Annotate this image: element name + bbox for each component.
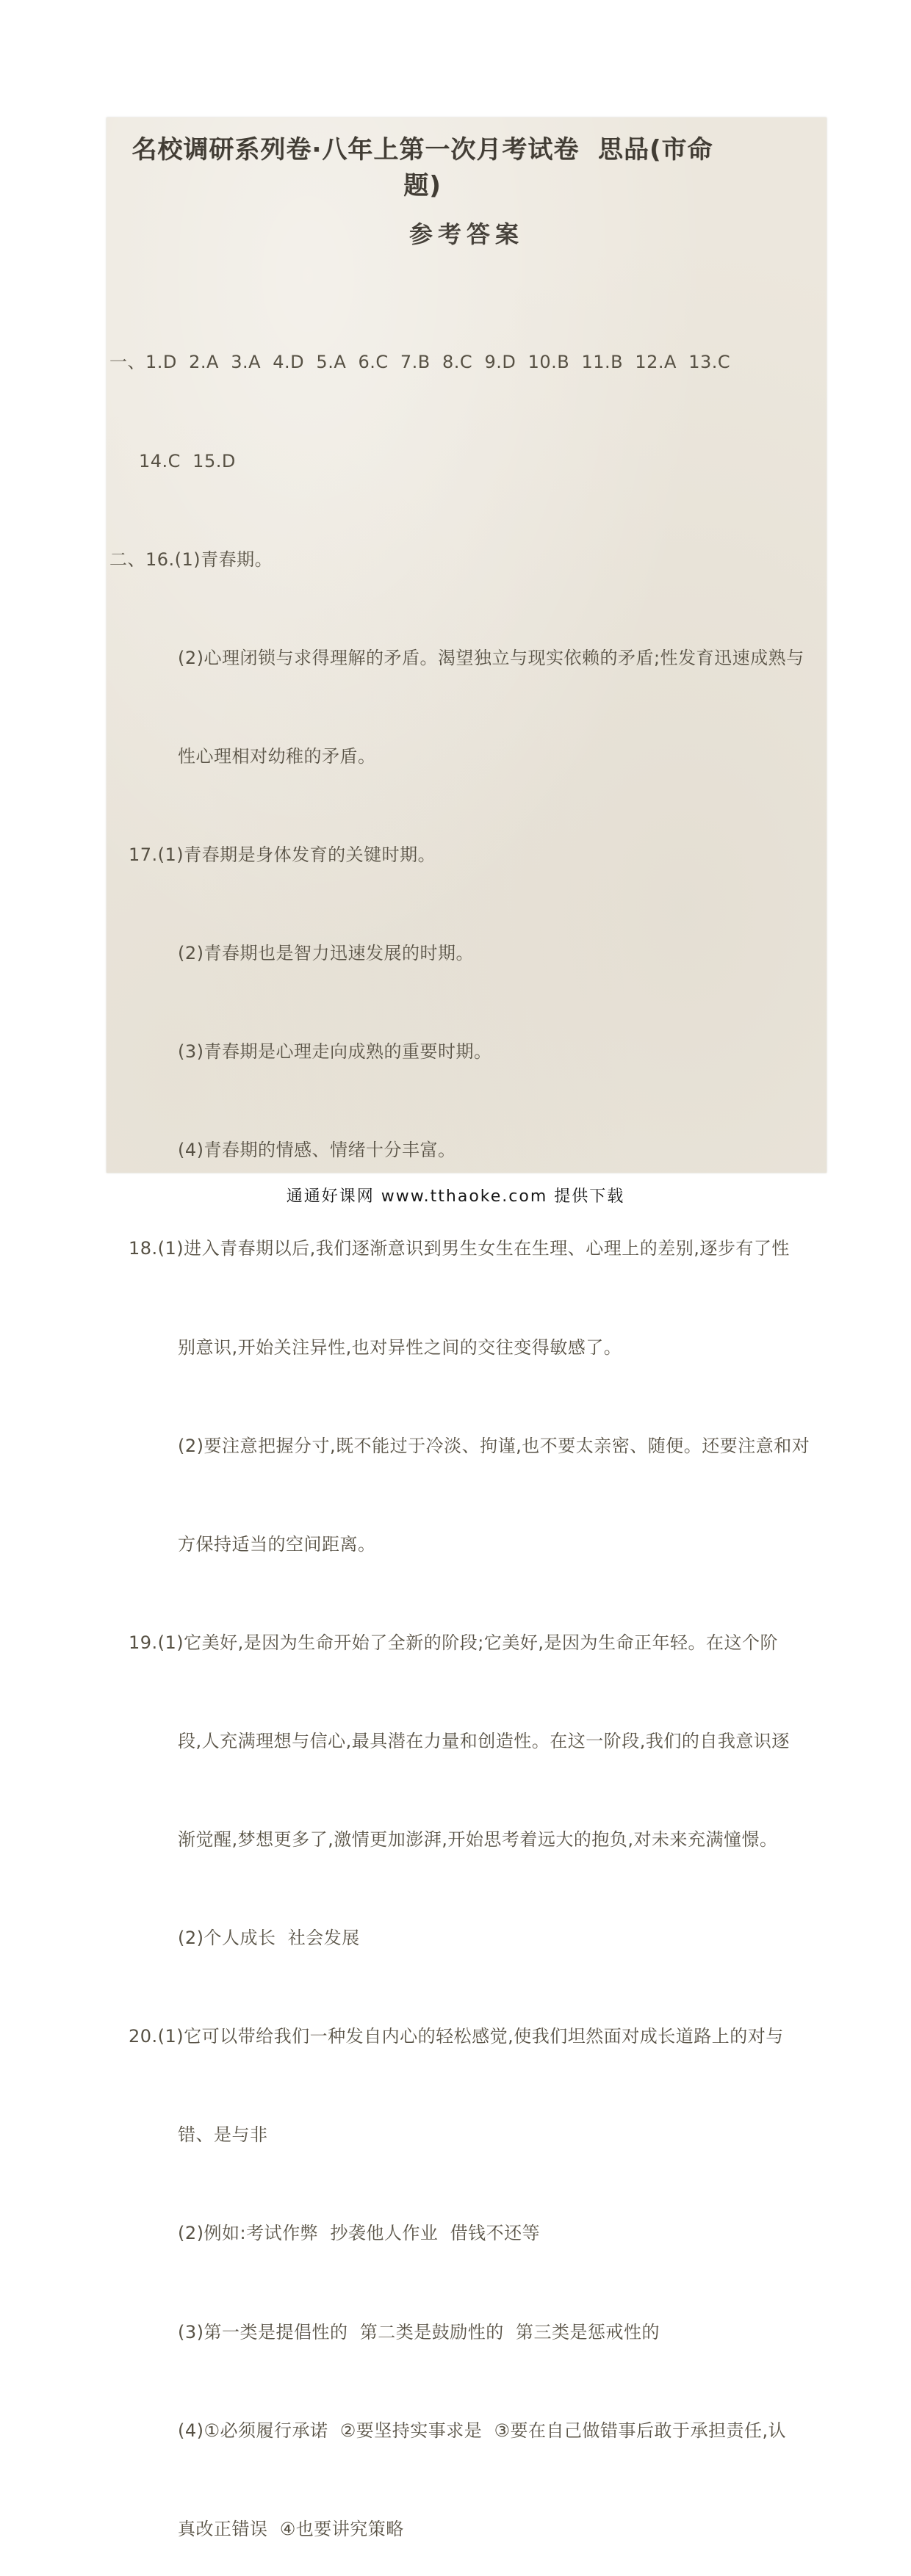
answer-line: (2)要注意把握分寸,既不能过于冷淡、拘谨,也不要太亲密、随便。还要注意和对	[178, 1435, 810, 1456]
answer-line: (2)例如:考试作弊 抄袭他人作业 借钱不还等	[178, 2223, 541, 2244]
answer-line: 渐觉醒,梦想更多了,激情更加澎湃,开始思考着远大的抱负,对未来充满憧憬。	[178, 1829, 778, 1850]
answer-body	[107, 281, 827, 2576]
answer-line: 方保持适当的空间距离。	[178, 1533, 376, 1555]
answer-line: (2)青春期也是智力迅速发展的时期。	[178, 943, 474, 964]
answer-line: 17.(1)青春期是身体发育的关键时期。	[129, 844, 436, 865]
answer-line: 错、是与非	[178, 2124, 268, 2146]
answer-line: 段,人充满理想与信心,最具潜在力量和创造性。在这一阶段,我们的自我意识逐	[178, 1730, 790, 1751]
answer-line: 一、1.D 2.A 3.A 4.D 5.A 6.C 7.B 8.C 9.D 10.B 11.B 12.A 13.C	[109, 352, 731, 373]
answer-line: 18.(1)进入青春期以后,我们逐渐意识到男生女生在生理、心理上的差别,逐步有了性	[129, 1238, 790, 1259]
answer-key-heading: 参考答案	[408, 220, 524, 248]
answer-line: 二、16.(1)青春期。	[109, 549, 273, 570]
answer-line: (2)心理闭锁与求得理解的矛盾。渴望独立与现实依赖的矛盾;性发育迅速成熟与	[178, 647, 804, 668]
answer-line: (2)个人成长 社会发展	[178, 1928, 360, 1949]
answer-line: 真改正错误 ④也要讲究策略	[178, 2518, 404, 2539]
answer-line: (4)青春期的情感、情绪十分丰富。	[178, 1140, 456, 1161]
answer-line: 20.(1)它可以带给我们一种发自内心的轻松感觉,使我们坦然面对成长道路上的对与	[129, 2026, 784, 2047]
answer-line: (3)青春期是心理走向成熟的重要时期。	[178, 1041, 492, 1063]
answer-line: (3)第一类是提倡性的 第二类是鼓励性的 第三类是惩戒性的	[178, 2321, 660, 2342]
answer-line: 性心理相对幼稚的矛盾。	[178, 745, 376, 767]
answer-line: 别意识,开始关注异性,也对异性之间的交往变得敏感了。	[178, 1336, 622, 1358]
answer-line: 19.(1)它美好,是因为生命开始了全新的阶段;它美好,是因为生命正年轻。在这个阶	[129, 1632, 779, 1653]
footer-credit: 通通好课网 www.tthaoke.com 提供下载	[286, 1187, 625, 1206]
document-title: 名校调研系列卷·八年上第一次月考试卷 思品(市命题)	[132, 135, 713, 200]
answer-line: 14.C 15.D	[139, 450, 236, 471]
answer-line: (4)①必须履行承诺 ②要坚持实事求是 ③要在自己做错事后敢于承担责任,认	[178, 2420, 787, 2441]
